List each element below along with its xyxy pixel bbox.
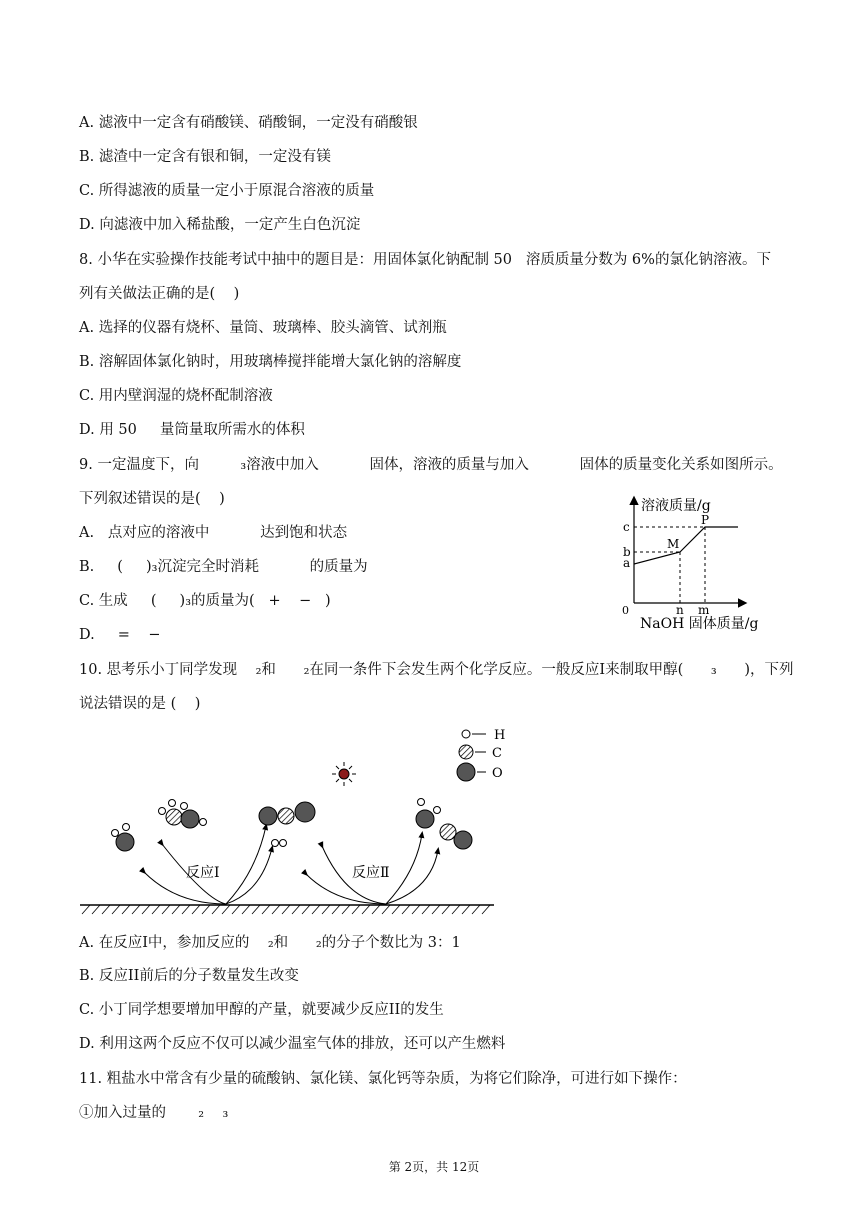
reaction-diagram (76, 722, 506, 922)
legend-c: C (492, 746, 502, 761)
option-7b: B. 滤渣中一定含有银和铜，一定没有镁 (79, 149, 331, 165)
point-p-label: P (701, 513, 710, 527)
mass-curve (634, 527, 738, 564)
question-10-line1: 10. 思考乐小丁同学发现 ₂和 ₂在同一条件下会发生两个化学反应。一般反应I来制取甲醇( ₃ )，下列 (79, 662, 794, 678)
question-8-line1: 8. 小华在实验操作技能考试中抽中的题目是：用固体氯化钠配制 50 溶质质量分数为 6%的氯化钠溶液。下 (79, 252, 771, 268)
atom-legend (457, 728, 505, 781)
option-7c: C. 所得滤液的质量一定小于原混合溶液的质量 (79, 183, 375, 199)
solution-mass-graph (618, 490, 768, 640)
legend-o: O (492, 766, 503, 781)
option-7d: D. 向滤液中加入稀盐酸，一定产生白色沉淀 (79, 217, 361, 233)
point-m-label: M (667, 537, 680, 551)
sun-icon (332, 762, 356, 786)
question-11-line2: ①加入过量的 ₂ ₃ (79, 1105, 229, 1121)
question-8-line2: 列有关做法正确的是( ) (79, 286, 240, 302)
option-9c: C. 生成 ( )₃的质量为( + − ) (79, 593, 331, 609)
tick-b: b (623, 545, 631, 559)
question-9-line2: 下列叙述错误的是( ) (79, 491, 225, 507)
option-8b: B. 溶解固体氯化钠时，用玻璃棒搅拌能增大氯化钠的溶解度 (79, 354, 462, 370)
question-10-line2: 说法错误的是 ( ) (79, 696, 201, 712)
hydrogen-molecule (272, 840, 287, 847)
water-molecule-2 (416, 799, 441, 829)
option-10b: B. 反应II前后的分子数量发生改变 (79, 968, 299, 984)
water-molecule (112, 824, 135, 852)
hydrogen-legend-icon (462, 730, 470, 738)
option-9a: A. 点对应的溶液中 达到饱和状态 (79, 525, 348, 541)
tick-a: a (623, 556, 631, 570)
graph-ylabel: 溶液质量/g (641, 498, 711, 514)
legend-h: H (494, 728, 506, 743)
co2-molecule (259, 802, 315, 825)
reaction2-label: 反应Ⅱ (352, 865, 390, 881)
option-8c: C. 用内壁润湿的烧杯配制溶液 (79, 388, 273, 404)
surface (80, 905, 494, 914)
option-9b: B. ( )₃沉淀完全时消耗 的质量为 (79, 559, 368, 575)
graph-origin: 0 (622, 604, 629, 617)
tick-m: m (698, 603, 710, 617)
question-9-line1: 9. 一定温度下，向 ₃溶液中加入 固体，溶液的质量与加入 固体的质量变化关系如图所示。 (79, 457, 783, 473)
option-8d: D. 用 50 量筒量取所需水的体积 (79, 422, 305, 438)
carbon-legend-icon (459, 745, 473, 759)
reaction1-label: 反应I (186, 865, 220, 881)
tick-c: c (623, 520, 630, 534)
methanol-molecule (159, 800, 207, 829)
option-7a: A. 滤液中一定含有硝酸镁、硝酸铜，一定没有硝酸银 (79, 115, 418, 131)
question-11-line1: 11. 粗盐水中常含有少量的硫酸钠、氯化镁、氯化钙等杂质，为将它们除净，可进行如下操作： (79, 1071, 687, 1087)
tick-n: n (676, 603, 684, 617)
option-10d: D. 利用这两个反应不仅可以减少温室气体的排放，还可以产生燃料 (79, 1036, 506, 1052)
option-10c: C. 小丁同学想要增加甲醇的产量，就要减少反应II的发生 (79, 1002, 444, 1018)
co-molecule (440, 824, 472, 849)
graph-xlabel: NaOH 固体质量/g (640, 616, 759, 632)
page-footer: 第 2页，共 12页 (388, 1160, 480, 1174)
option-9d: D. = − (79, 627, 161, 643)
oxygen-legend-icon (457, 763, 475, 781)
option-8a: A. 选择的仪器有烧杯、量筒、玻璃棒、胶头滴管、试剂瓶 (79, 320, 447, 336)
option-10a: A. 在反应I中，参加反应的 ₂和 ₂的分子个数比为 3：1 (79, 935, 461, 951)
